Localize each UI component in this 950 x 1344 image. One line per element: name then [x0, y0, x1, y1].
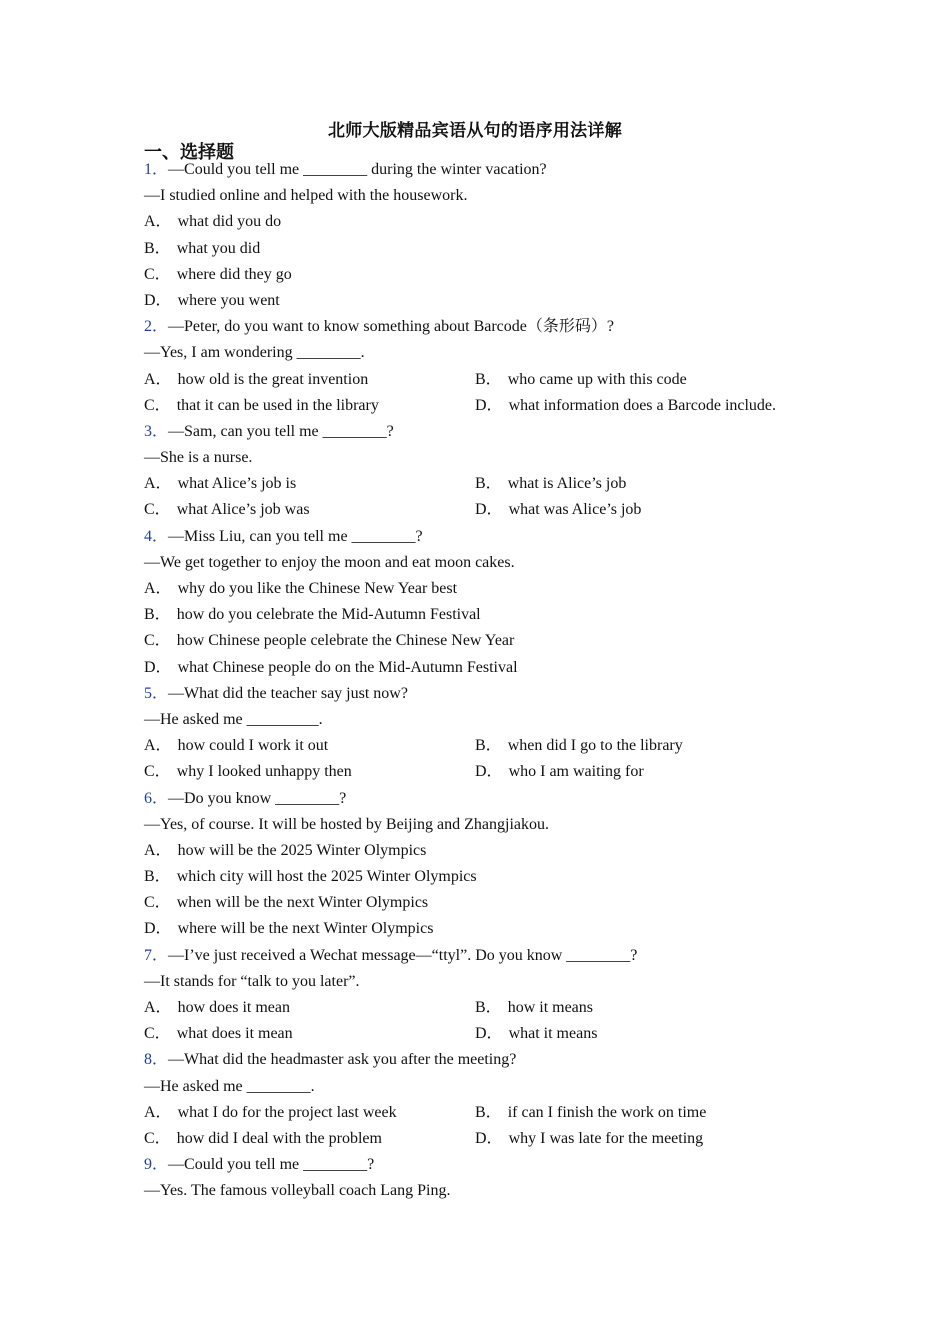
option-label: C．	[144, 396, 171, 414]
option-c	[144, 501, 310, 518]
option-text: who I am waiting for	[508, 763, 644, 781]
option-row	[144, 655, 864, 681]
option-text: when did I go to the library	[507, 737, 683, 755]
option-b	[144, 606, 481, 623]
option-b	[475, 737, 683, 754]
question-block	[144, 314, 864, 419]
question-number: 4．	[144, 527, 169, 545]
question-block	[144, 157, 864, 314]
option-text: why I was late for the meeting	[508, 1129, 704, 1147]
option-column	[475, 995, 806, 1021]
question-number: 1．	[144, 161, 169, 178]
option-column	[475, 393, 806, 419]
option-text: what Alice’s job is	[177, 475, 297, 493]
question-stem	[144, 681, 864, 707]
option-label: D．	[475, 763, 503, 781]
question-stem	[144, 943, 864, 969]
question-stem	[144, 314, 864, 340]
question-stem	[144, 1047, 864, 1073]
option-text: how will be the 2025 Winter Olympics	[177, 841, 427, 859]
option-label: A．	[144, 475, 172, 493]
option-a	[144, 371, 368, 388]
question-block	[144, 1152, 864, 1204]
option-column	[475, 1100, 806, 1126]
option-text: what was Alice’s job	[508, 501, 642, 519]
question-block	[144, 1047, 864, 1152]
option-text: which city will host the 2025 Winter Olympics	[176, 868, 477, 886]
option-a	[144, 737, 328, 754]
option-row	[144, 1100, 864, 1126]
question-block	[144, 524, 864, 681]
option-label: D．	[144, 291, 172, 309]
option-label: A．	[144, 737, 172, 755]
option-text: how does it mean	[177, 999, 290, 1016]
option-text: where will be the next Winter Olympics	[177, 920, 434, 938]
option-row	[144, 576, 864, 602]
option-row	[144, 236, 864, 262]
option-row	[144, 864, 864, 890]
option-a	[144, 580, 457, 597]
option-label: D．	[475, 396, 503, 414]
option-row	[144, 288, 864, 314]
option-row	[144, 471, 864, 497]
option-column	[144, 1021, 475, 1047]
option-text: why do you like the Chinese New Year best	[177, 580, 458, 597]
option-label: A．	[144, 580, 172, 597]
option-row	[144, 393, 864, 419]
option-label: D．	[144, 920, 172, 938]
option-b	[144, 868, 477, 885]
question-reply: —Yes, of course. It will be hosted by Beijing and Zhangjiakou.	[144, 815, 549, 833]
option-text: how it means	[507, 999, 594, 1016]
option-label: D．	[144, 658, 172, 676]
option-d	[475, 763, 644, 780]
option-label: A．	[144, 1103, 172, 1121]
option-column	[475, 497, 806, 523]
question-text: —What did the headmaster ask you after the meeting?	[168, 1051, 517, 1069]
option-d	[144, 920, 433, 937]
option-label: B．	[475, 999, 502, 1016]
option-text: what I do for the project last week	[177, 1103, 397, 1121]
option-row	[144, 838, 864, 864]
question-stem	[144, 1152, 864, 1178]
question-text: —Could you tell me ________ during the winter vacation?	[168, 161, 547, 178]
option-label: C．	[144, 1129, 171, 1147]
option-column	[475, 759, 806, 785]
option-text: where did they go	[176, 265, 292, 283]
question-text: —Sam, can you tell me ________?	[168, 422, 394, 440]
option-label: A．	[144, 213, 172, 231]
question-reply: —He asked me ________.	[144, 1077, 315, 1095]
option-text: what you did	[176, 239, 261, 257]
option-a	[144, 1104, 397, 1121]
question-reply: —It stands for “talk to you later”.	[144, 972, 360, 990]
option-label: A．	[144, 370, 172, 388]
option-row	[144, 916, 864, 942]
option-label: C．	[144, 1025, 171, 1043]
option-text: what it means	[508, 1025, 598, 1043]
question-text: —What did the teacher say just now?	[168, 684, 408, 702]
option-label: B．	[144, 606, 171, 624]
question-text: —I’ve just received a Wechat message—“ttyl”. Do you know ________?	[168, 946, 638, 964]
option-label: B．	[144, 239, 171, 257]
option-b	[475, 475, 626, 492]
question-reply: —We get together to enjoy the moon and eat moon cakes.	[144, 553, 515, 571]
question-text: —Peter, do you want to know something about Barcode（条形码）?	[168, 318, 614, 336]
option-row	[144, 367, 864, 393]
option-text: what did you do	[177, 213, 282, 231]
option-d	[475, 1130, 703, 1147]
option-b	[475, 371, 687, 388]
option-text: what does it mean	[176, 1025, 293, 1043]
option-text: who came up with this code	[507, 370, 687, 388]
question-reply: —I studied online and helped with the housework.	[144, 187, 468, 205]
option-column	[144, 393, 475, 419]
option-c	[144, 894, 428, 911]
question-reply: —He asked me _________.	[144, 710, 323, 728]
question-reply: —Yes. The famous volleyball coach Lang Ping.	[144, 1182, 451, 1200]
option-label: C．	[144, 763, 171, 781]
option-label: D．	[475, 501, 503, 519]
option-a	[144, 475, 296, 492]
option-column	[475, 471, 806, 497]
option-text: how old is the great invention	[177, 370, 369, 388]
option-column	[144, 733, 475, 759]
question-reply: —She is a nurse.	[144, 449, 253, 467]
option-label: C．	[144, 632, 171, 650]
option-text: how did I deal with the problem	[176, 1129, 382, 1147]
option-row	[144, 733, 864, 759]
option-row	[144, 628, 864, 654]
option-text: if can I finish the work on time	[507, 1103, 707, 1121]
option-c	[144, 632, 514, 649]
option-column	[144, 471, 475, 497]
option-a	[144, 213, 281, 230]
option-text: what Chinese people do on the Mid-Autumn Festival	[177, 658, 518, 676]
option-c	[144, 763, 352, 780]
option-label: A．	[144, 999, 172, 1016]
option-column	[144, 1126, 475, 1152]
option-d	[475, 1025, 597, 1042]
option-label: A．	[144, 841, 172, 859]
option-column	[144, 995, 475, 1021]
option-text: why I looked unhappy then	[176, 763, 352, 781]
question-number: 3．	[144, 422, 169, 440]
option-row	[144, 1021, 864, 1047]
question-list	[144, 157, 864, 1205]
option-column	[475, 1126, 806, 1152]
option-row	[144, 995, 864, 1021]
option-column	[475, 1021, 806, 1047]
option-a	[144, 842, 426, 859]
option-text: what is Alice’s job	[507, 475, 627, 493]
option-text: when will be the next Winter Olympics	[176, 894, 429, 912]
option-column	[144, 759, 475, 785]
option-row	[144, 262, 864, 288]
option-c	[144, 266, 292, 283]
option-text: where you went	[177, 291, 280, 309]
question-number: 6．	[144, 789, 169, 807]
question-block	[144, 419, 864, 524]
question-stem	[144, 786, 864, 812]
question-block	[144, 786, 864, 943]
question-number: 7．	[144, 946, 169, 964]
option-text: how do you celebrate the Mid-Autumn Festival	[176, 606, 481, 624]
option-row	[144, 497, 864, 523]
option-label: B．	[475, 370, 502, 388]
option-row	[144, 759, 864, 785]
option-c	[144, 397, 379, 414]
option-row	[144, 602, 864, 628]
option-c	[144, 1025, 293, 1042]
option-d	[144, 659, 518, 676]
option-text: that it can be used in the library	[176, 396, 379, 414]
question-stem	[144, 419, 864, 445]
option-text: how could I work it out	[177, 737, 329, 755]
option-d	[475, 397, 776, 414]
question-number: 2．	[144, 318, 169, 336]
option-label: B．	[475, 737, 502, 755]
option-text: what information does a Barcode include.	[508, 396, 777, 414]
option-label: C．	[144, 894, 171, 912]
question-stem	[144, 157, 864, 183]
question-block	[144, 681, 864, 786]
option-column	[475, 733, 806, 759]
question-number: 5．	[144, 684, 169, 702]
option-label: C．	[144, 265, 171, 283]
option-column	[144, 1100, 475, 1126]
question-text: —Could you tell me ________?	[168, 1156, 375, 1174]
option-row	[144, 209, 864, 235]
option-label: B．	[144, 868, 171, 886]
option-text: what Alice’s job was	[176, 501, 310, 519]
option-label: D．	[475, 1025, 503, 1043]
option-label: C．	[144, 501, 171, 519]
page-title: 北师大版精品宾语从句的语序用法详解	[327, 121, 623, 141]
option-row	[144, 890, 864, 916]
question-reply: —Yes, I am wondering ________.	[144, 344, 365, 362]
option-d	[144, 292, 280, 309]
question-block	[144, 943, 864, 1048]
option-column	[144, 367, 475, 393]
option-column	[144, 497, 475, 523]
option-label: B．	[475, 1103, 502, 1121]
option-b	[144, 240, 260, 257]
section-heading: 一、选择题	[144, 142, 234, 163]
option-label: B．	[475, 475, 502, 493]
option-column	[475, 367, 806, 393]
question-text: —Do you know ________?	[168, 789, 347, 807]
option-b	[475, 1104, 706, 1121]
option-c	[144, 1130, 382, 1147]
option-a	[144, 999, 290, 1016]
option-row	[144, 1126, 864, 1152]
question-text: —Miss Liu, can you tell me ________?	[168, 527, 423, 545]
question-number: 8．	[144, 1051, 169, 1069]
question-number: 9．	[144, 1156, 169, 1174]
question-stem	[144, 524, 864, 550]
option-label: D．	[475, 1129, 503, 1147]
option-text: how Chinese people celebrate the Chinese New Year	[176, 632, 515, 650]
option-b	[475, 999, 593, 1016]
option-d	[475, 501, 641, 518]
